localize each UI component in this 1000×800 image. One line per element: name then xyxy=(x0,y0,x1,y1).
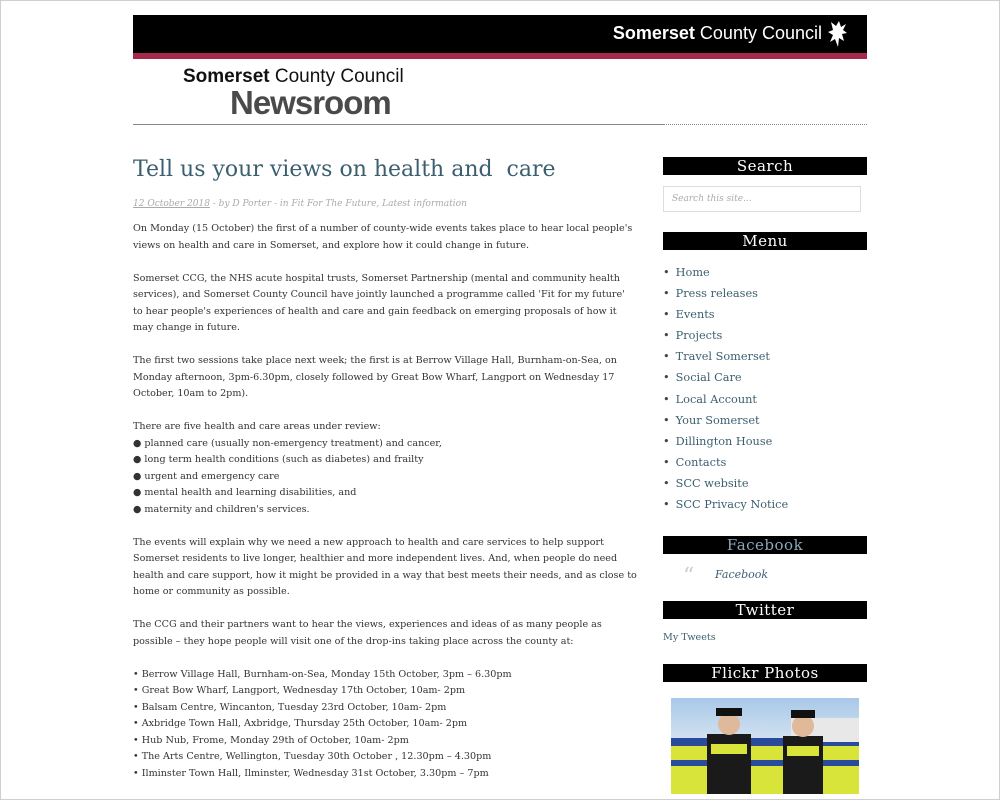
post-title[interactable]: Tell us your views on health and care xyxy=(133,157,556,182)
paragraph-line: ● planned care (usually non-emergency treatment) and cancer, xyxy=(133,437,442,449)
post-paragraph xyxy=(133,419,633,518)
main-content xyxy=(133,155,637,799)
menu-list xyxy=(663,262,867,515)
paragraph-line: • Hub Nub, Frome, Monday 29th of October, 10am- 2pm xyxy=(133,734,409,746)
menu-item-home[interactable]: • Home xyxy=(663,262,867,283)
paragraph-line: views on health and care in Somerset, and explore how it could change in future. xyxy=(133,239,530,251)
paragraph-line: services), and Somerset County Council have jointly launched a programme called 'Fit for my future' xyxy=(133,289,625,300)
banner-stripe xyxy=(133,53,867,59)
menu-item-press-releases[interactable]: • Press releases xyxy=(663,283,867,304)
logo-council-name: Somerset County Council xyxy=(183,66,404,87)
paragraph-line: • Ilminster Town Hall, Ilminster, Wednesday 31st October, 3.30pm – 7pm xyxy=(133,767,489,779)
post-date[interactable]: 12 October 2018 xyxy=(133,199,210,209)
newsroom-logo[interactable] xyxy=(183,66,413,121)
paragraph-line: Somerset CCG, the NHS acute hospital trusts, Somerset Partnership (mental and community health xyxy=(133,272,620,284)
menu-item-social-care[interactable]: • Social Care xyxy=(663,367,867,388)
menu-item-contacts[interactable]: • Contacts xyxy=(663,452,867,473)
post-author-categories: - by D Porter - in Fit For The Future, Latest information xyxy=(209,199,467,209)
paragraph-line: • Great Bow Wharf, Langport, Wednesday 17th October, 10am- 2pm xyxy=(133,685,466,696)
paragraph-line: Somerset residents to live longer, healthier and more independent lives. And, when people do need xyxy=(133,553,618,564)
paragraph-line: • Axbridge Town Hall, Axbridge, Thursday 25th October, 10am- 2pm xyxy=(133,718,468,729)
menu-item-scc-privacy-notice[interactable]: • SCC Privacy Notice xyxy=(663,494,867,515)
wyvern-crest-icon xyxy=(827,19,849,49)
paragraph-line: On Monday (15 October) the first of a number of county-wide events takes place to hear local people's xyxy=(133,223,633,234)
paragraph-line: to hear people's experiences of health and care and gain feedback on emerging proposals of how it xyxy=(133,305,617,317)
header-divider xyxy=(133,124,663,125)
paragraph-line: The first two sessions take place next week; the first is at Berrow Village Hall, Burnham-on-Sea, on xyxy=(133,355,617,366)
facebook-widget-title[interactable]: Facebook xyxy=(663,536,867,554)
post-paragraph xyxy=(133,667,633,783)
post-paragraph xyxy=(133,271,633,337)
facebook-row xyxy=(663,564,867,590)
menu-item-travel-somerset[interactable]: • Travel Somerset xyxy=(663,346,867,367)
paragraph-line: • The Arts Centre, Wellington, Tuesday 30th October , 12.30pm – 4.30pm xyxy=(133,751,492,762)
paragraph-line: possible – they hope people will visit one of the drop-ins taking place across the county at: xyxy=(133,635,574,647)
post-meta xyxy=(133,197,633,211)
banner-brand[interactable]: Somerset County Council xyxy=(612,23,822,43)
menu-widget-title: Menu xyxy=(663,232,867,250)
menu-item-dillington-house[interactable]: • Dillington House xyxy=(663,431,867,452)
post-paragraph xyxy=(133,221,633,254)
facebook-link[interactable]: Facebook xyxy=(715,568,769,582)
paragraph-line: ● maternity and children's services. xyxy=(133,503,310,515)
post-body xyxy=(133,221,637,782)
sidebar xyxy=(663,157,867,794)
menu-item-events[interactable]: • Events xyxy=(663,304,867,325)
paragraph-line: There are five health and care areas under review: xyxy=(133,421,381,432)
paragraph-line: home or community as possible. xyxy=(133,586,290,597)
post-paragraph xyxy=(133,353,633,403)
flickr-photo[interactable] xyxy=(671,698,859,794)
post-paragraph xyxy=(133,617,633,650)
quote-icon: “ xyxy=(683,564,695,590)
paragraph-line: ● urgent and emergency care xyxy=(133,470,280,482)
menu-item-local-account[interactable]: • Local Account xyxy=(663,389,867,410)
paragraph-line: • Berrow Village Hall, Burnham-on-Sea, Monday 15th October, 3pm – 6.30pm xyxy=(133,668,512,680)
paragraph-line: The CCG and their partners want to hear the views, experiences and ideas of as many people as xyxy=(133,619,602,630)
search-input[interactable] xyxy=(663,186,861,212)
police-officers-image xyxy=(671,698,859,794)
menu-item-scc-website[interactable]: • SCC website xyxy=(663,473,867,494)
menu-item-projects[interactable]: • Projects xyxy=(663,325,867,346)
paragraph-line: ● mental health and learning disabilities, and xyxy=(133,487,357,498)
paragraph-line: • Balsam Centre, Wincanton, Tuesday 23rd October, 10am- 2pm xyxy=(133,701,447,713)
flickr-widget-title: Flickr Photos xyxy=(663,664,867,682)
paragraph-line: Monday afternoon, 3pm-6.30pm, closely followed by Great Bow Wharf, Langport on Wednesday 17 xyxy=(133,371,615,383)
header-divider-dotted xyxy=(663,124,867,125)
twitter-widget-title: Twitter xyxy=(663,601,867,619)
logo-newsroom: Newsroom xyxy=(230,84,391,121)
paragraph-line: October, 10am to 2pm). xyxy=(133,388,249,399)
paragraph-line: The events will explain why we need a new approach to health and care services to help support xyxy=(133,536,604,548)
paragraph-line: may change in future. xyxy=(133,322,240,333)
my-tweets-link[interactable]: My Tweets xyxy=(663,632,716,644)
paragraph-line: health and care support, how it might be provided in a way that best meets their needs, and as close to xyxy=(133,569,637,581)
top-banner xyxy=(133,15,867,53)
paragraph-line: ● long term health conditions (such as diabetes) and frailty xyxy=(133,454,424,465)
post-paragraph xyxy=(133,535,637,601)
menu-item-your-somerset[interactable]: • Your Somerset xyxy=(663,410,867,431)
search-widget-title: Search xyxy=(663,157,867,175)
